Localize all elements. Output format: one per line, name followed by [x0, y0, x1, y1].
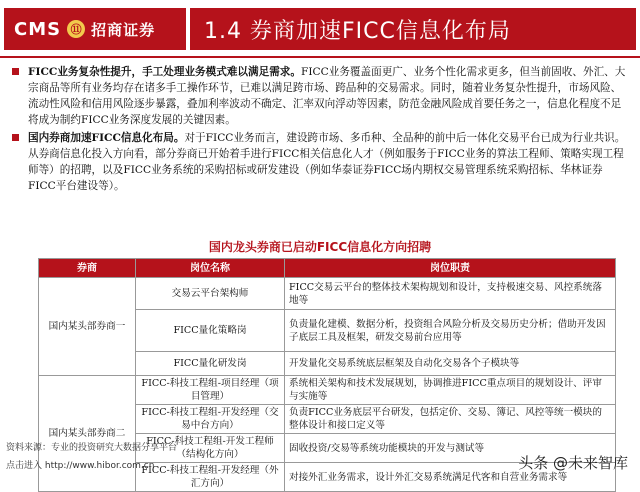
bullet-lead: FICC业务复杂性提升，手工处理业务模式难以满足需求。: [28, 66, 301, 78]
bullet-text: 对于FICC业务而言，建设跨市场、多币种、全品种的前中后一体化交易平台已成为行业共识。从券商信息化投入方向看，部分券商已开始着手进行FICC相关信息化人才（例如服务于FICC业务的算法工程师、策略实现工程师等）的招聘，以及FICC业务系统的采购招标或研发建设（例如华泰证券FICC场内期权交易管理系统采购招标、华林证券FICC平台建设等）。: [28, 132, 626, 192]
page-title: 1.4 券商加速FICC信息化布局: [204, 18, 511, 44]
table-header-row: [39, 259, 616, 278]
broker-cell: 国内某头部券商一: [39, 278, 136, 376]
post-cell: FICC-科技工程组-项目经理（项目管理）: [136, 376, 285, 405]
post-cell: FICC量化研发岗: [136, 352, 285, 376]
duty-cell: 对接外汇业务需求，设计外汇交易系统满足代客和自营业务需求等: [285, 463, 616, 492]
bullet-item: [12, 130, 630, 194]
header-divider: [0, 56, 640, 58]
duty-cell: 负责FICC业务底层平台研发，包括定价、交易、簿记、风控等统一模块的整体设计和接口定义等: [285, 405, 616, 434]
header: [0, 0, 640, 58]
post-cell: 交易云平台架构师: [136, 278, 285, 310]
bullet-list: [12, 64, 630, 196]
table-row: [39, 376, 616, 405]
bullet-lead: 国内券商加速FICC信息化布局。: [28, 132, 185, 144]
duty-cell: 负责量化建模、数据分析，投资组合风险分析及交易历史分析；借助开发因子底层工具及框架，研发交易前台应用等: [285, 310, 616, 352]
header-duty: 岗位职责: [285, 259, 616, 278]
bullet-marker-icon: [12, 134, 19, 141]
logo-emblem-icon: ⑪: [67, 20, 85, 38]
table-title: 国内龙头券商已启动FICC信息化方向招聘: [208, 240, 432, 254]
duty-cell: 固收投资/交易等系统功能模块的开发与测试等: [285, 434, 616, 463]
source-note: 资料来源：专业的投资研究大数据分享平台: [6, 443, 178, 453]
header-post: 岗位名称: [136, 259, 285, 278]
duty-cell: FICC交易云平台的整体技术架构规划和设计，支持极速交易、风控系统落地等: [285, 278, 616, 310]
watermark: 头条 @未来智库: [518, 454, 628, 472]
table-row: [39, 278, 616, 310]
post-cell: FICC-科技工程组-开发工程师（结构化方向）: [136, 434, 285, 463]
duty-cell: 开发量化交易系统底层框架及自动化交易各个子模块等: [285, 352, 616, 376]
post-cell: FICC量化策略岗: [136, 310, 285, 352]
bullet-text: FICC业务覆盖面更广、业务个性化需求更多，但当前固收、外汇、大宗商品等所有业务均存在诸多手工操作环节，已难以满足跨市场、跨品种的交易需求。同时，随着业务复杂性提升，市场风险、流动性风险和信用风险逐步暴露，叠加利率波动不确定、汇率双向浮动等因素，防范金融风险成首要任务之一，信息化程度不足将成为制约FICC业务深度发展的关键因素。: [28, 66, 626, 126]
post-cell: FICC-科技工程组-开发经理（外汇方向）: [136, 463, 285, 492]
duty-cell: 系统相关架构和技术发展规划，协调推进FICC重点项目的规划设计、评审与实施等: [285, 376, 616, 405]
bullet-item: [12, 64, 630, 128]
logo-cms-text: CMS: [14, 18, 62, 40]
header-broker: 券商: [39, 259, 136, 278]
broker-cell: 国内某头部券商二: [39, 376, 136, 492]
logo-cn-text: 招商证券: [91, 20, 156, 39]
title-bar: [190, 8, 636, 50]
bullet-marker-icon: [12, 68, 19, 75]
brand-logo: [4, 8, 186, 50]
site-link[interactable]: 点击进入 http://www.hibor.com.cn: [6, 461, 155, 471]
post-cell: FICC-科技工程组-开发经理（交易中台方向）: [136, 405, 285, 434]
